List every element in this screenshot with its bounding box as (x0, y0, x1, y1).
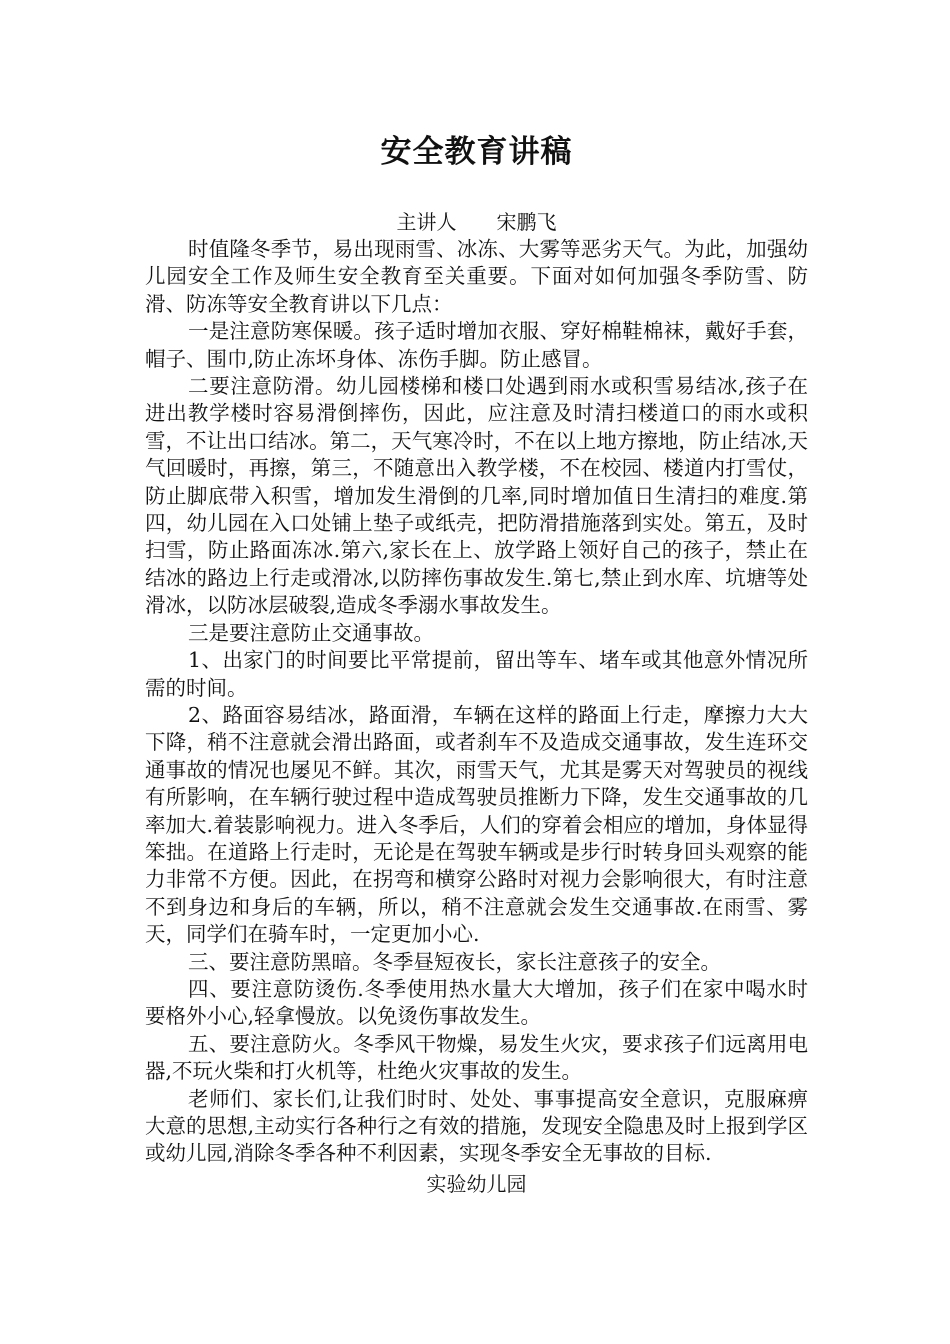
paragraph-fire: 五、要注意防火。冬季风干物燥，易发生火灾，要求孩子们远离用电器,不玩火柴和打火机等，杜绝火灾事故的发生。 (145, 1031, 808, 1084)
document-body (145, 236, 808, 1168)
paragraph-closing: 老师们、家长们,让我们时时、处处、事事提高安全意识，克服麻痹大意的思想,主动实行各种行之有效的措施，发现安全隐患及时上报到学区或幼儿园,消除冬季各种不利因素，实现冬季安全无事故的目标. (145, 1086, 808, 1166)
document-page (145, 0, 808, 1198)
signature-organization: 实验幼儿园 (426, 1171, 527, 1196)
paragraph-intro: 时值隆冬季节，易出现雨雪、冰冻、大雾等恶劣天气。为此，加强幼儿园安全工作及师生安全教育至关重要。下面对如何加强冬季防雪、防滑、防冻等安全教育讲以下几点： (145, 237, 808, 316)
document-title: 安全教育讲稿 (380, 134, 573, 170)
paragraph-traffic-1: 1、出家门的时间要比平常提前，留出等车、堵车或其他意外情况所需的时间。 (145, 648, 808, 700)
speaker-name: 宋鹏飞 (496, 210, 557, 234)
paragraph-traffic-heading: 三是要注意防止交通事故。 (188, 620, 435, 645)
paragraph-cold-protection: 一是注意防寒保暖。孩子适时增加衣服、穿好棉鞋棉袜，戴好手套，帽子、围巾,防止冻坏身体、冻伤手脚。防止感冒。 (145, 319, 808, 371)
paragraph-traffic-2: 2、路面容易结冰，路面滑，车辆在这样的路面上行走，摩擦力大大下降，稍不注意就会滑出路面，或者刹车不及造成交通事故，发生连环交通事故的情况也屡见不鲜。其次，雨雪天气，尤其是雾天对驾驶员的视线有所影响，在车辆行驶过程中造成驾驶员推断力下降，发生交通事故的几率加大.着装影响视力。进入冬季后，人们的穿着会相应的增加，身体显得笨拙。在道路上行走时，无论是在驾驶车辆或是步行时转身回头观察的能力非常不方便。因此，在拐弯和横穿公路时对视力会影响很大，有时注意不到身边和身后的车辆，所以，稍不注意就会发生交通事故.在雨雪、雾天，同学们在骑车时，一定更加小心. (145, 702, 808, 947)
paragraph-scald: 四、要注意防烫伤.冬季使用热水量大大增加，孩子们在家中喝水时要格外小心,轻拿慢放。以免烫伤事故发生。 (145, 976, 808, 1029)
speaker-line (145, 208, 808, 236)
speaker-label: 主讲人 (396, 210, 457, 234)
paragraph-darkness: 三、要注意防黑暗。冬季昼短夜长，家长注意孩子的安全。 (188, 949, 722, 974)
paragraph-anti-slip: 二要注意防滑。幼儿园楼梯和楼口处遇到雨水或积雪易结冰,孩子在进出教学楼时容易滑倒摔伤，因此，应注意及时清扫楼道口的雨水或积雪，不让出口结冰。第二，天气寒冷时，不在以上地方擦地，防止结冰,天气回暖时，再擦，第三，不随意出入教学楼，不在校园、楼道内打雪仗，防止脚底带入积雪，增加发生滑倒的几率,同时增加值日生清扫的难度.第四，幼儿园在入口处铺上垫子或纸壳，把防滑措施落到实处。第五，及时扫雪，防止路面冻冰.第六,家长在上、放学路上领好自己的孩子，禁止在结冰的路边上行走或滑冰,以防摔伤事故发生.第七,禁止到水库、坑塘等处滑冰，以防冰层破裂,造成冬季溺水事故发生。 (145, 374, 808, 618)
